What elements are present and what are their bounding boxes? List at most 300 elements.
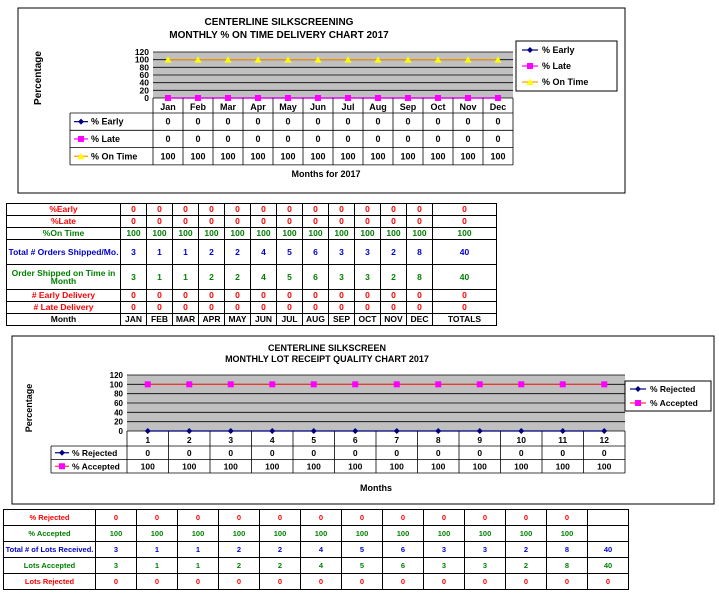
table-cell: 0 xyxy=(96,510,137,526)
x-tick-label: 11 xyxy=(558,435,568,445)
table-cell: MAY xyxy=(225,314,251,326)
total-cell: 40 xyxy=(588,558,629,574)
table-row xyxy=(7,314,497,326)
table-cell: 0 xyxy=(301,574,342,590)
table-cell: 4 xyxy=(301,542,342,558)
table-cell: 0 xyxy=(147,204,173,216)
table-cell: 0 xyxy=(199,216,225,228)
legend-entry: % Late xyxy=(542,61,572,71)
total-cell: 0 xyxy=(433,216,497,228)
table-cell-value: 100 xyxy=(190,151,206,162)
table-cell: 3 xyxy=(329,240,355,265)
x-tick-label: Jul xyxy=(341,102,355,112)
y-tick-label: 60 xyxy=(139,70,149,80)
table-cell: 2 xyxy=(506,558,547,574)
table-cell-value: 0 xyxy=(269,447,275,458)
x-tick-label: 3 xyxy=(228,435,234,445)
table-cell: 0 xyxy=(251,204,277,216)
table-cell-value: 0 xyxy=(495,133,501,144)
x-tick-label: 5 xyxy=(311,435,317,445)
row-label: % Rejected xyxy=(4,510,96,526)
y-tick-label: 80 xyxy=(139,62,149,73)
chart2-subtitle: MONTHLY LOT RECEIPT QUALITY CHART 2017 xyxy=(225,354,429,364)
table-cell-value: 0 xyxy=(186,447,192,458)
data-point xyxy=(228,381,234,387)
legend-entry: % Rejected xyxy=(650,384,696,394)
table-cell: 100 xyxy=(173,228,199,240)
table-cell: 0 xyxy=(173,216,199,228)
row-label: Month xyxy=(7,314,121,326)
table-cell: 3 xyxy=(121,240,147,265)
row-label: # Late Delivery xyxy=(7,302,121,314)
table-row xyxy=(7,240,497,265)
table-cell: 0 xyxy=(301,510,342,526)
table-cell: 100 xyxy=(260,526,301,542)
y-tick-label: 60 xyxy=(114,399,123,408)
x-tick-label: 7 xyxy=(394,435,400,445)
table-cell-value: 0 xyxy=(145,447,151,458)
table-cell-value: 100 xyxy=(370,151,386,162)
x-tick-label: Jun xyxy=(309,102,327,112)
table-cell: 3 xyxy=(424,542,465,558)
table-row xyxy=(4,526,629,542)
table-cell-value: 0 xyxy=(560,447,566,458)
table-cell: 100 xyxy=(424,526,465,542)
x-tick-label: Dec xyxy=(489,102,507,112)
x-tick-label: Nov xyxy=(459,102,477,112)
table-cell-value: 100 xyxy=(555,461,570,472)
table-cell-value: 0 xyxy=(465,116,471,127)
table-cell: 0 xyxy=(121,204,147,216)
chart1-title: CENTERLINE SILKSCREENING xyxy=(204,17,354,28)
x-tick-label: 4 xyxy=(269,435,275,445)
table-cell: 100 xyxy=(251,228,277,240)
data-point xyxy=(405,95,411,101)
x-tick-label: Apr xyxy=(250,102,266,112)
x-tick-label: Aug xyxy=(369,102,387,112)
table-cell: 100 xyxy=(137,526,178,542)
data-point xyxy=(315,95,321,101)
table-cell-value: 100 xyxy=(400,151,416,162)
table-cell: 100 xyxy=(121,228,147,240)
row-label: %Late xyxy=(7,216,121,228)
table-cell: 0 xyxy=(465,574,506,590)
table-cell: 0 xyxy=(303,302,329,314)
data-point xyxy=(477,381,483,387)
table-cell-value: 0 xyxy=(285,133,291,144)
table-cell-value: 100 xyxy=(597,461,612,472)
table-cell: 3 xyxy=(355,265,381,290)
table-cell: 100 xyxy=(96,526,137,542)
table-cell: 0 xyxy=(407,204,433,216)
total-cell: 0 xyxy=(588,574,629,590)
table-cell-value: 0 xyxy=(315,116,321,127)
table-cell-value: 0 xyxy=(518,447,524,458)
x-tick-label: 1 xyxy=(145,435,151,445)
table-row xyxy=(7,302,497,314)
table-cell-value: 0 xyxy=(165,133,171,144)
table-cell: 1 xyxy=(178,558,219,574)
table-cell: 0 xyxy=(383,510,424,526)
row-label: Lots Rejected xyxy=(4,574,96,590)
table-cell-value: 0 xyxy=(345,116,351,127)
table-cell: 2 xyxy=(225,265,251,290)
table-cell: 100 xyxy=(225,228,251,240)
table-cell: 100 xyxy=(407,228,433,240)
table-cell: 0 xyxy=(199,290,225,302)
table-cell: 0 xyxy=(277,216,303,228)
x-tick-label: Mar xyxy=(219,102,237,112)
data-point xyxy=(285,95,291,101)
x-tick-label: Sep xyxy=(399,102,417,112)
table-cell: 0 xyxy=(147,216,173,228)
table-cell: 0 xyxy=(383,574,424,590)
table-cell-value: 0 xyxy=(465,133,471,144)
table-cell: 0 xyxy=(137,574,178,590)
table-cell: 4 xyxy=(251,240,277,265)
legend-entry: % Early xyxy=(542,45,575,55)
table-cell: 0 xyxy=(121,216,147,228)
table-cell: 0 xyxy=(342,574,383,590)
table-cell-value: 100 xyxy=(265,461,280,472)
x-tick-label: 10 xyxy=(516,435,526,445)
table-cell: 3 xyxy=(121,265,147,290)
total-cell: 40 xyxy=(433,265,497,290)
table-cell-value: 100 xyxy=(389,461,404,472)
chart2-ylabel: Percentage xyxy=(24,383,34,433)
table-series-name: % Late xyxy=(91,133,121,144)
lot-receipt-quality-chart xyxy=(0,334,719,508)
table-row xyxy=(7,265,497,290)
y-tick-label: 20 xyxy=(139,85,149,96)
table-cell: 100 xyxy=(547,526,588,542)
table-row xyxy=(7,216,497,228)
chart2-title: CENTERLINE SILKSCREEN xyxy=(267,343,387,353)
table-cell: 0 xyxy=(329,290,355,302)
y-tick-label: 120 xyxy=(134,47,149,57)
table-cell: 0 xyxy=(219,510,260,526)
table-cell: 0 xyxy=(506,574,547,590)
table-cell-value: 100 xyxy=(220,151,236,162)
table-cell: 0 xyxy=(137,510,178,526)
chart1-xlabel: Months for 2017 xyxy=(291,169,361,179)
table-cell: 100 xyxy=(506,526,547,542)
chart1-subtitle: MONTHLY % ON TIME DELIVERY CHART 2017 xyxy=(169,30,389,41)
data-point xyxy=(352,381,358,387)
table-cell: 0 xyxy=(381,302,407,314)
table-cell-value: 0 xyxy=(495,116,501,127)
data-point xyxy=(145,381,151,387)
table-series-name: % Rejected xyxy=(72,447,118,458)
table-cell: 2 xyxy=(381,240,407,265)
y-tick-label: 100 xyxy=(134,54,149,65)
table-cell-value: 0 xyxy=(345,133,351,144)
data-point xyxy=(560,381,566,387)
table-cell: 8 xyxy=(407,265,433,290)
table-cell-value: 0 xyxy=(228,447,234,458)
table-cell: 0 xyxy=(303,290,329,302)
table-cell: 1 xyxy=(173,240,199,265)
table-cell: JAN xyxy=(121,314,147,326)
table-cell: AUG xyxy=(303,314,329,326)
table-cell-value: 100 xyxy=(460,151,476,162)
table-cell-value: 100 xyxy=(340,151,356,162)
table-cell: 0 xyxy=(225,204,251,216)
table-cell: 0 xyxy=(381,290,407,302)
data-point xyxy=(165,95,171,101)
x-tick-label: Jan xyxy=(160,102,176,112)
table-cell: 0 xyxy=(303,216,329,228)
total-cell xyxy=(588,526,629,542)
table-cell: 0 xyxy=(329,302,355,314)
table-cell: 100 xyxy=(303,228,329,240)
table-cell: 0 xyxy=(277,302,303,314)
table-cell: 2 xyxy=(199,240,225,265)
table-cell: 2 xyxy=(219,542,260,558)
row-label: %On Time xyxy=(7,228,121,240)
data-point xyxy=(269,381,275,387)
table-cell: 100 xyxy=(219,526,260,542)
y-tick-label: 20 xyxy=(114,417,123,427)
total-cell: 0 xyxy=(433,204,497,216)
table-cell: 100 xyxy=(329,228,355,240)
table-cell: 0 xyxy=(407,290,433,302)
row-label: Total # Orders Shipped/Mo. xyxy=(7,240,121,265)
table-cell: 1 xyxy=(173,265,199,290)
table-cell: 0 xyxy=(355,216,381,228)
row-label: Total # of Lots Received. xyxy=(4,542,96,558)
table-cell-value: 0 xyxy=(435,133,441,144)
legend-marker xyxy=(635,400,641,406)
table-cell: 0 xyxy=(506,510,547,526)
table-cell: 3 xyxy=(465,542,506,558)
table-cell: 0 xyxy=(173,204,199,216)
data-point xyxy=(394,381,400,387)
table-series-name: % Accepted xyxy=(72,461,120,472)
table-cell: 0 xyxy=(225,290,251,302)
table-cell-value: 0 xyxy=(285,116,291,127)
total-cell: 0 xyxy=(433,290,497,302)
total-cell: 0 xyxy=(433,302,497,314)
row-label: # Early Delivery xyxy=(7,290,121,302)
table-cell: 3 xyxy=(465,558,506,574)
table-cell-value: 0 xyxy=(165,116,171,127)
table-cell-value: 100 xyxy=(490,151,506,162)
table-cell-value: 0 xyxy=(601,447,607,458)
table-cell: 3 xyxy=(424,558,465,574)
table-cell: DEC xyxy=(407,314,433,326)
row-label: % Accepted xyxy=(4,526,96,542)
table-cell-value: 0 xyxy=(255,133,261,144)
table-legend-marker xyxy=(78,136,84,142)
table-cell: 100 xyxy=(199,228,225,240)
table-cell: 4 xyxy=(251,265,277,290)
total-cell xyxy=(588,510,629,526)
legend-marker xyxy=(527,63,533,69)
table-cell: 5 xyxy=(342,558,383,574)
table-cell: 0 xyxy=(381,216,407,228)
data-point xyxy=(435,95,441,101)
delivery-summary-table xyxy=(6,203,497,326)
table-cell: 1 xyxy=(147,240,173,265)
table-cell-value: 0 xyxy=(195,116,201,127)
table-cell: 0 xyxy=(303,204,329,216)
table-cell: 0 xyxy=(277,204,303,216)
table-cell: 0 xyxy=(355,290,381,302)
table-cell: SEP xyxy=(329,314,355,326)
table-cell-value: 100 xyxy=(514,461,529,472)
table-cell: 100 xyxy=(355,228,381,240)
table-cell: 5 xyxy=(342,542,383,558)
lot-quality-summary-table xyxy=(3,509,629,590)
table-cell: 0 xyxy=(147,290,173,302)
table-cell: 0 xyxy=(424,510,465,526)
table-cell-value: 100 xyxy=(306,461,321,472)
table-cell: 2 xyxy=(506,542,547,558)
x-tick-label: 9 xyxy=(477,435,483,445)
table-cell: 0 xyxy=(381,204,407,216)
data-point xyxy=(601,381,607,387)
table-cell: 1 xyxy=(178,542,219,558)
table-row xyxy=(4,574,629,590)
row-label: %Early xyxy=(7,204,121,216)
total-cell: 40 xyxy=(433,240,497,265)
table-cell-value: 0 xyxy=(311,447,317,458)
table-cell: 0 xyxy=(407,216,433,228)
x-tick-label: 2 xyxy=(186,435,192,445)
table-cell: 0 xyxy=(121,302,147,314)
table-cell-value: 0 xyxy=(405,133,411,144)
table-cell-value: 0 xyxy=(394,447,400,458)
x-tick-label: 8 xyxy=(435,435,441,445)
table-cell: 8 xyxy=(547,558,588,574)
table-cell: 100 xyxy=(277,228,303,240)
table-cell: 6 xyxy=(303,240,329,265)
table-cell-value: 100 xyxy=(348,461,363,472)
table-cell: 0 xyxy=(199,302,225,314)
table-cell: 100 xyxy=(381,228,407,240)
table-cell: 0 xyxy=(355,302,381,314)
table-cell: 0 xyxy=(225,302,251,314)
table-cell-value: 100 xyxy=(431,461,446,472)
table-cell: JUN xyxy=(251,314,277,326)
table-cell-value: 0 xyxy=(477,447,483,458)
table-cell-value: 0 xyxy=(405,116,411,127)
table-series-name: % On Time xyxy=(91,151,138,162)
table-cell: 0 xyxy=(424,574,465,590)
table-cell: 6 xyxy=(303,265,329,290)
table-cell-value: 0 xyxy=(375,133,381,144)
table-legend-marker xyxy=(59,463,65,469)
table-cell: 0 xyxy=(342,510,383,526)
table-cell: 0 xyxy=(121,290,147,302)
table-series-name: % Early xyxy=(91,116,124,127)
data-point xyxy=(345,95,351,101)
table-cell-value: 0 xyxy=(315,133,321,144)
table-cell: 2 xyxy=(225,240,251,265)
table-cell: 6 xyxy=(383,542,424,558)
table-cell: 8 xyxy=(547,542,588,558)
table-cell: 0 xyxy=(199,204,225,216)
y-tick-label: 100 xyxy=(109,380,123,390)
x-tick-label: 12 xyxy=(599,435,609,445)
table-cell-value: 0 xyxy=(195,133,201,144)
table-cell: NOV xyxy=(381,314,407,326)
table-row xyxy=(7,204,497,216)
on-time-delivery-chart xyxy=(0,0,719,200)
table-cell: 0 xyxy=(173,290,199,302)
total-cell: TOTALS xyxy=(433,314,497,326)
table-cell: MAR xyxy=(173,314,199,326)
table-cell: 0 xyxy=(547,574,588,590)
table-cell: 3 xyxy=(96,542,137,558)
table-cell-value: 100 xyxy=(310,151,326,162)
table-row xyxy=(4,558,629,574)
y-tick-label: 120 xyxy=(109,371,123,380)
total-cell: 40 xyxy=(588,542,629,558)
table-cell: 2 xyxy=(260,542,301,558)
table-cell: 0 xyxy=(277,290,303,302)
table-cell: 1 xyxy=(137,558,178,574)
x-tick-label: Feb xyxy=(189,102,207,112)
table-cell-value: 0 xyxy=(375,116,381,127)
chart2-xlabel: Months xyxy=(360,483,392,493)
table-cell: 2 xyxy=(219,558,260,574)
table-cell: JUL xyxy=(277,314,303,326)
data-point xyxy=(375,95,381,101)
table-cell-value: 0 xyxy=(435,116,441,127)
table-cell: 100 xyxy=(301,526,342,542)
table-cell-value: 100 xyxy=(223,461,238,472)
table-cell: 100 xyxy=(342,526,383,542)
table-cell: 8 xyxy=(407,240,433,265)
table-cell: 0 xyxy=(173,302,199,314)
x-tick-label: 6 xyxy=(352,435,358,445)
table-cell: 0 xyxy=(329,216,355,228)
legend-entry: % Accepted xyxy=(650,398,698,408)
y-tick-label: 0 xyxy=(144,93,149,103)
table-cell: 3 xyxy=(355,240,381,265)
legend-entry: % On Time xyxy=(542,77,589,87)
table-cell: 0 xyxy=(96,574,137,590)
table-row xyxy=(4,510,629,526)
row-label: Lots Accepted xyxy=(4,558,96,574)
table-cell-value: 0 xyxy=(255,116,261,127)
table-cell: 0 xyxy=(251,302,277,314)
table-cell: 100 xyxy=(383,526,424,542)
y-tick-label: 0 xyxy=(118,427,123,436)
table-cell-value: 100 xyxy=(250,151,266,162)
table-cell: 3 xyxy=(96,558,137,574)
table-cell: 0 xyxy=(147,302,173,314)
data-point xyxy=(495,95,501,101)
x-tick-label: May xyxy=(279,102,297,112)
chart1-ylabel: Percentage xyxy=(33,51,44,105)
table-cell: 4 xyxy=(301,558,342,574)
table-cell-value: 0 xyxy=(352,447,358,458)
table-cell: OCT xyxy=(355,314,381,326)
y-tick-label: 40 xyxy=(139,77,149,88)
table-cell-value: 0 xyxy=(435,447,441,458)
table-cell: 0 xyxy=(219,574,260,590)
table-cell: 2 xyxy=(260,558,301,574)
data-point xyxy=(435,381,441,387)
data-point xyxy=(195,95,201,101)
y-tick-label: 40 xyxy=(114,408,123,418)
total-cell: 100 xyxy=(433,228,497,240)
table-cell: 5 xyxy=(277,265,303,290)
table-cell-value: 0 xyxy=(225,133,231,144)
